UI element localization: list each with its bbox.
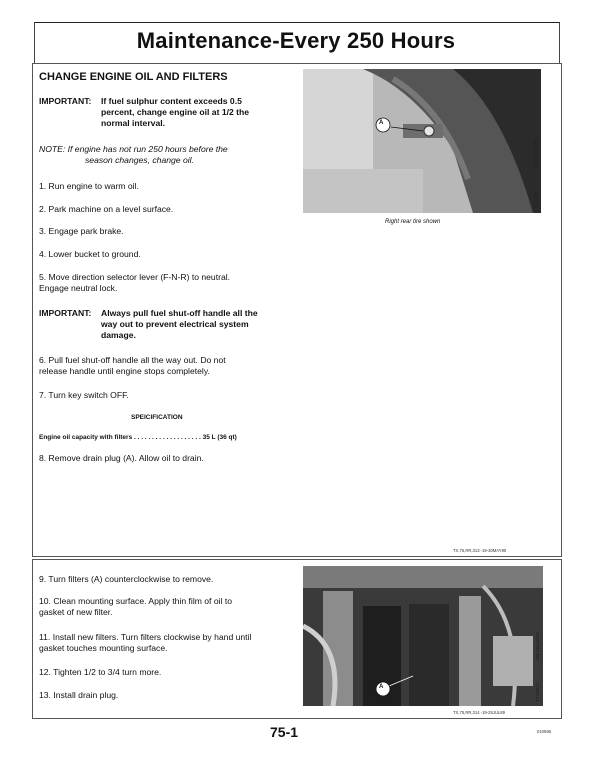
section-code: TX,75,RR,314 -19-25JUL89 [453, 710, 505, 715]
page-title: Maintenance-Every 250 Hours [136, 28, 456, 53]
filters-photo-image [303, 566, 543, 706]
step-5: 5. Move direction selector lever (F-N-R) to neutral. [39, 272, 231, 282]
note-text: season changes, change oil. [85, 155, 194, 165]
important-label: IMPORTANT: [39, 96, 92, 106]
step-3: 3. Engage park brake. [39, 226, 124, 236]
step-9: 9. Turn filters (A) counterclockwise to remove. [39, 574, 214, 584]
step-7: 7. Turn key switch OFF. [39, 390, 129, 400]
important-text: damage. [101, 330, 136, 340]
image-id: T7159AI [533, 191, 538, 209]
step-8: 8. Remove drain plug (A). Allow oil to drain. [39, 453, 204, 463]
step-13: 13. Install drain plug. [39, 690, 119, 700]
step-6: release handle until engine stops completely. [39, 366, 210, 376]
tire-drain-plug-photo [303, 69, 541, 213]
page-code: 010596 [537, 729, 551, 734]
section-code: TX,75,RR,313 -19-30MAY90 [453, 548, 507, 553]
step-4: 4. Lower bucket to ground. [39, 249, 141, 259]
step-11: 11. Install new filters. Turn filters clockwise by hand until [39, 632, 252, 642]
important-text: way out to prevent electrical system [101, 319, 249, 329]
step-12: 12. Tighten 1/2 to 3/4 turn more. [39, 667, 162, 677]
important-text: normal interval. [101, 118, 165, 128]
image-code: -UN-16AUG89 [533, 139, 538, 169]
section-heading: CHANGE ENGINE OIL AND FILTERS [39, 71, 228, 83]
step-2: 2. Park machine on a level surface. [39, 204, 174, 214]
callout-a: A [379, 120, 384, 126]
spec-heading: SPEICIFICATION [131, 414, 183, 421]
step-10: gasket of new filter. [39, 607, 113, 617]
step-6: 6. Pull fuel shut-off handle all the way out. Do not [39, 355, 226, 365]
image-caption: Right rear tire shown [385, 219, 441, 225]
step-11: gasket touches mounting surface. [39, 643, 168, 653]
step-10: 10. Clean mounting surface. Apply thin film of oil to [39, 596, 232, 606]
note-text: NOTE: If engine has not run 250 hours before the [39, 144, 228, 154]
important-label: IMPORTANT: [39, 308, 92, 318]
section-filters [32, 559, 562, 719]
section-change-oil [32, 63, 562, 557]
step-1: 1. Run engine to warm oil. [39, 181, 139, 191]
callout-a: A [379, 684, 384, 690]
filters-photo [303, 566, 543, 706]
important-text: If fuel sulphur content exceeds 0.5 [101, 96, 242, 106]
step-5: Engage neutral lock. [39, 283, 118, 293]
image-code: -UN-16AUG89 [535, 632, 540, 662]
important-text: percent, change engine oil at 1/2 the [101, 107, 250, 117]
spec-label: Engine oil capacity with filters . . . . . . . . . . . . . . . . . . . 35 L (36 qt) [39, 434, 237, 441]
important-text: Always pull fuel shut-off handle all the [101, 308, 258, 318]
image-id: T7108EX [535, 682, 540, 702]
page-number: 75-1 [270, 724, 299, 740]
tire-drain-plug-photo-image [303, 69, 541, 213]
